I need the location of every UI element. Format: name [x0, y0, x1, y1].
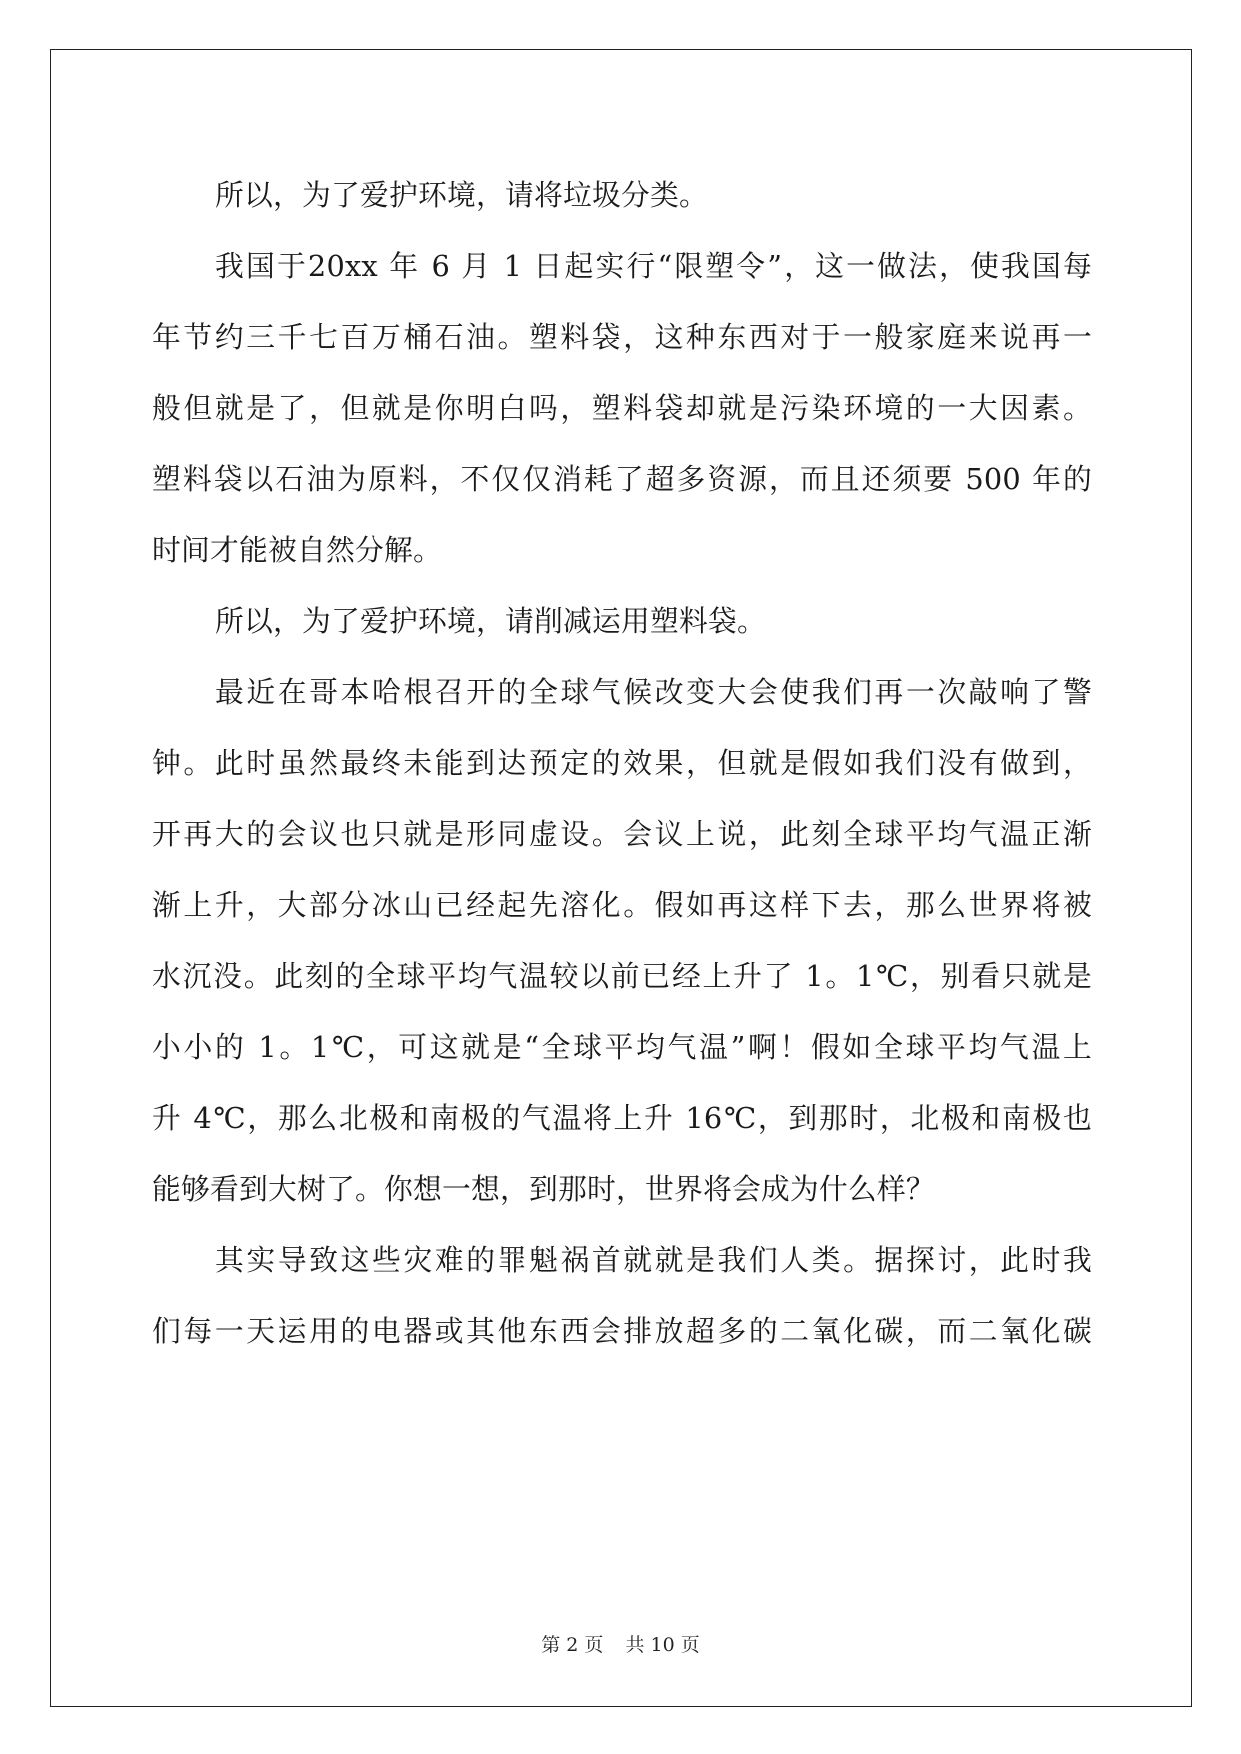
total-pages: 共 10 页 [625, 1634, 700, 1656]
paragraph-line: 小小的 1。1℃，可这就是“全球平均气温”啊！假如全球平均气温上 [152, 1030, 1092, 1064]
paragraph-line: 所以，为了爱护环境，请削减运用塑料袋。 [215, 604, 766, 638]
paragraph-line: 最近在哥本哈根召开的全球气候改变大会使我们再一次敲响了警 [215, 675, 1092, 709]
paragraph-line: 塑料袋以石油为原料，不仅仅消耗了超多资源，而且还须要 500 年的 [152, 462, 1092, 496]
paragraph-line: 们每一天运用的电器或其他东西会排放超多的二氧化碳，而二氧化碳 [152, 1314, 1092, 1348]
page-footer [0, 1630, 1241, 1657]
paragraph-line: 时间才能被自然分解。 [152, 533, 442, 567]
paragraph-line: 般但就是了，但就是你明白吗，塑料袋却就是污染环境的一大因素。 [152, 391, 1092, 425]
paragraph-line: 我国于20xx 年 6 月 1 日起实行“限塑令”，这一做法，使我国每 [215, 249, 1092, 283]
paragraph-line: 水沉没。此刻的全球平均气温较以前已经上升了 1。1℃，别看只就是 [152, 959, 1092, 993]
paragraph-line: 能够看到大树了。你想一想，到那时，世界将会成为什么样？ [152, 1172, 935, 1206]
page-number: 第 2 页 [541, 1634, 604, 1656]
paragraph-line: 开再大的会议也只就是形同虚设。会议上说，此刻全球平均气温正渐 [152, 817, 1092, 851]
document-body [152, 160, 1092, 1367]
paragraph-line: 渐上升，大部分冰山已经起先溶化。假如再这样下去，那么世界将被 [152, 888, 1092, 922]
paragraph-line: 年节约三千七百万桶石油。塑料袋，这种东西对于一般家庭来说再一 [152, 320, 1092, 354]
paragraph-line: 升 4℃，那么北极和南极的气温将上升 16℃，到那时，北极和南极也 [152, 1101, 1092, 1135]
paragraph-line: 所以，为了爱护环境，请将垃圾分类。 [215, 178, 708, 212]
paragraph-line: 钟。此时虽然最终未能到达预定的效果，但就是假如我们没有做到， [152, 746, 1092, 780]
paragraph-line: 其实导致这些灾难的罪魁祸首就就是我们人类。据探讨，此时我 [215, 1243, 1092, 1277]
